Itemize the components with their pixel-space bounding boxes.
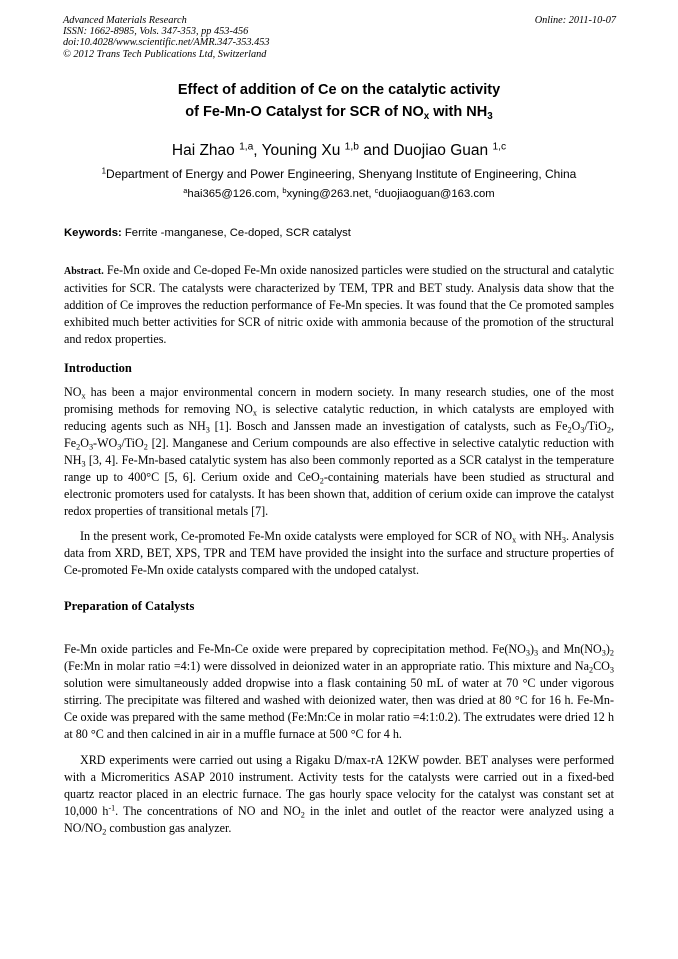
prep-paragraph-2: XRD experiments were carried out using a Rigaku D/max-rA 12KW powder. BET analyses were performed with a Micromeritics ASAP 2010 instrument. Activity tests for the catalysts were carried out in a fixed-bed quartz reactor placed in an electric furnace. The gas hourly space velocity for the catalyst was constant set at 10,000 $h^{-1}$. The concentrations of NO and $NO_2$ in the inlet and outlet of the reactor were analyzed using a $NO/NO_2$ combustion gas analyzer. (64, 753, 614, 837)
journal-header (63, 15, 270, 60)
section-heading-introduction: Introduction (64, 361, 132, 375)
abstract-label: Abstract. (64, 266, 104, 277)
email-list: $^a$hai365@126.com, $^b$xyning@263.net, $^c$duojiaoguan@163.com (183, 185, 495, 200)
section-heading-preparation: Preparation of Catalysts (64, 599, 195, 613)
intro-paragraph-1: $NO_x$ has been a major environmental concern in modern society. In many research studies, one of the most promising methods for removing $NO_x$ is selective catalytic reduction, in which catalysts are employed with reducing agents such as $NH_3$ [1]. Bosch and Janssen made an investigation of catalysts, such as $Fe_2O_3/TiO_2$, $Fe_2O_3-WO_3/TiO_2$ [2]. Manganese and Cerium compounds are also effective in selective catalytic reduction with $NH_3$ [3, 4]. Fe-Mn-based catalytic system has also been commonly reported as a SCR catalyst in the temperature range up to 400°C [5, 6]. Cerium oxide and CeO$_2$-containing materials have been studied as structural and electronic promoters used for catalysts. It has been shown that, addition of cerium oxide can improve the catalyst redox properties of transitional metals [7]. (64, 385, 614, 518)
issn-line: ISSN: 1662-8985, Vols. 347-353, pp 453-456 (63, 26, 249, 38)
keywords: Keywords: Ferrite -manganese, Ce-doped, SCR catalyst (64, 227, 351, 239)
author-list: Hai Zhao $^{1,a}$, Youning Xu $^{1,b}$ and Duojiao Guan $^{1,c}$ (171, 141, 507, 159)
copyright-line: © 2012 Trans Tech Publications Ltd, Switzerland (63, 48, 267, 60)
online-date: Online: 2011-10-07 (534, 15, 616, 26)
paper-title-line-1: Effect of addition of Ce on the catalytic activity (177, 82, 501, 98)
affiliation: $^1$Department of Energy and Power Engineering, Shenyang Institute of Engineering, China (101, 166, 577, 181)
paper-title-line-2: of Fe-Mn-O Catalyst for SCR of $NO_x$ with $NH_3$ (185, 104, 493, 122)
doi-line: doi:10.4028/www.scientific.net/AMR.347-353.453 (63, 37, 270, 49)
journal-name: Advanced Materials Research (63, 15, 187, 26)
prep-paragraph-1: Fe-Mn oxide particles and Fe-Mn-Ce oxide were prepared by coprecipitation method. $Fe(NO_3)_3$ and $Mn(NO_3)_2$ (Fe:Mn in molar ratio =4:1) were dissolved in deionized water in an appropriate ratio. This mixture and $Na_2CO_3$ solution were simultaneously added dropwise into a flask containing 50 mL of water at 70 °C under vigorous stirring. The precipitate was filtered and washed with deionized water, then was dried at 80 °C for 16 h. Fe-Mn-Ce oxide was prepared with the same method (Fe:Mn:Ce in molar ratio =4:1:0.2). The extrudates were dried 12 h at 80 °C and then calcined in air in a muffle furnace at 500 °C for 4 h. (64, 642, 614, 741)
abstract: Abstract. Fe-Mn oxide and Ce-doped Fe-Mn oxide nanosized particles were studied on the structural and catalytic activities for SCR. The catalysts were characterized by TEM, TPR and BET study. Analysis data show that the addition of Ce improves the reduction performance of Fe-Mn species. It was found that the Ce promoted samples exhibited much better activities for SCR of nitric oxide with ammonia because of the promotion of the structural and redox properties. (64, 263, 614, 346)
keywords-label: Keywords: (64, 227, 122, 239)
intro-paragraph-2: In the present work, Ce-promoted Fe-Mn oxide catalysts were employed for SCR of $NO_x$ with $NH_3$. Analysis data from XRD, BET, XPS, TPR and TEM have provided the insight into the surface and structure properties of Ce-promoted Fe-Mn oxide catalysts compared with the undoped catalyst. (64, 529, 614, 577)
